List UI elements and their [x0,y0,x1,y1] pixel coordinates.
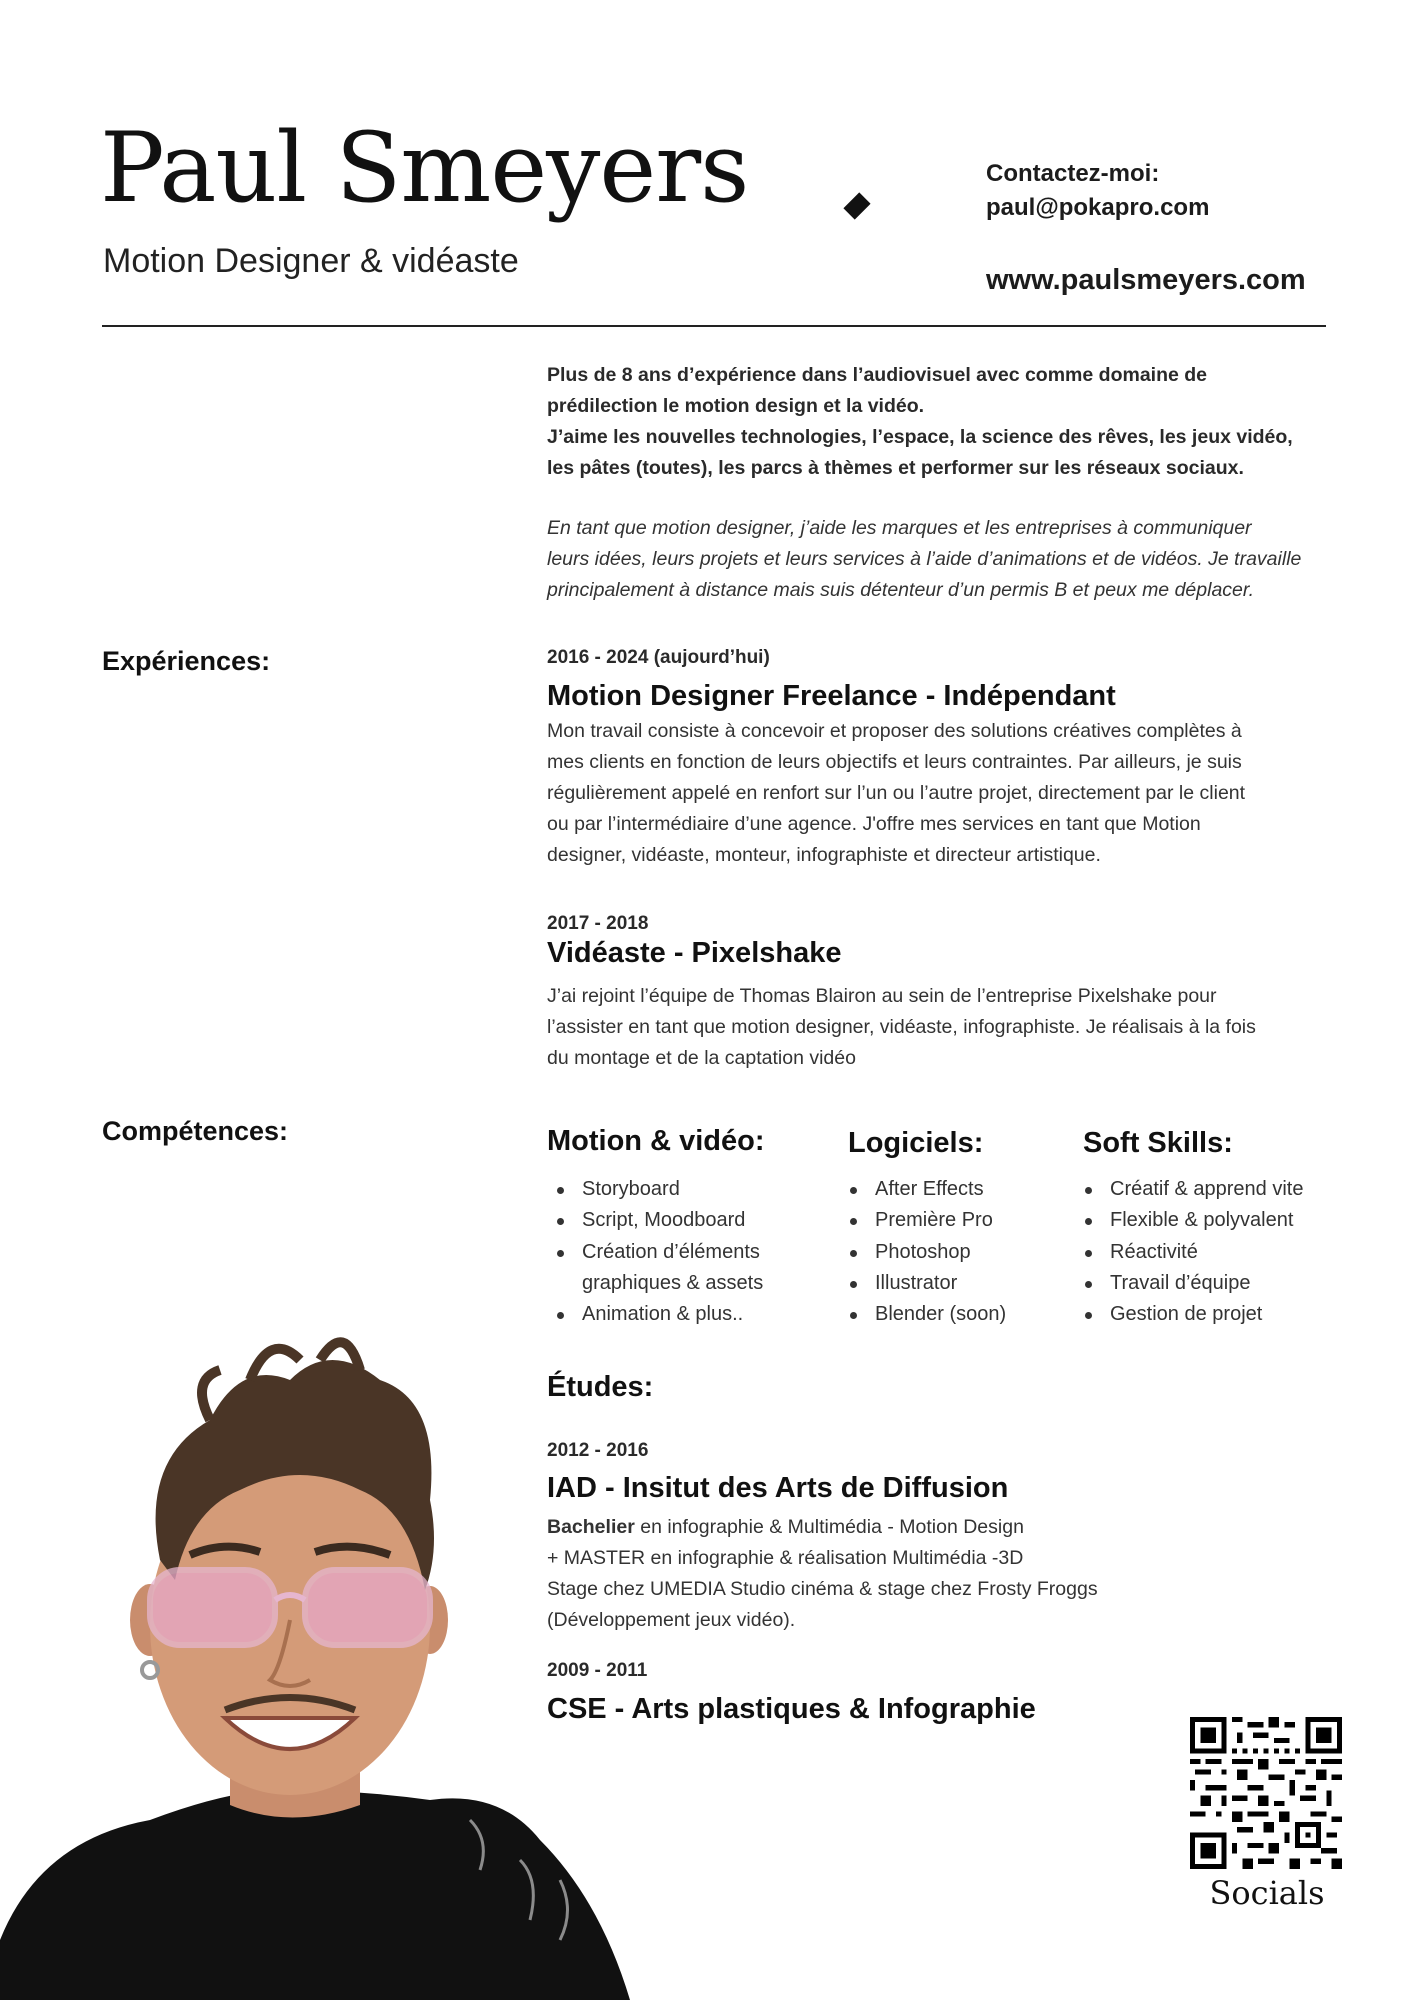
study-title: IAD - Insitut des Arts de Diffusion [547,1472,1009,1504]
description-line: l’assister en tant que motion designer, vidéaste, infographiste. Je réalisais à la fois [547,1016,1256,1038]
description-line [547,1512,1337,1543]
header-divider [102,325,1326,327]
skills-list [840,1174,1060,1330]
website-link[interactable]: www.paulsmeyers.com [986,264,1306,296]
list-item: Storyboard [547,1174,797,1205]
experience-description [547,981,1337,1074]
intro-line: leurs idées, leurs projets et leurs services à l’aide d’animations et de vidéos. Je travaille [547,548,1302,570]
study-date: 2012 - 2016 [547,1440,649,1461]
experience-title: Motion Designer Freelance - Indépendant [547,680,1116,712]
description-line: Mon travail consiste à concevoir et proposer des solutions créatives complètes à [547,720,1242,742]
study-title: CSE - Arts plastiques & Infographie [547,1693,1036,1725]
list-item: After Effects [840,1174,1060,1205]
description-line: du montage et de la captation vidéo [547,1047,856,1069]
experiences-label: Expériences: [102,646,271,676]
intro-line: les pâtes (toutes), les parcs à thèmes et performer sur les réseaux sociaux. [547,457,1244,479]
degree-detail: en infographie & Multimédia - Motion Design [634,1516,1024,1538]
experience-description [547,716,1337,871]
list-item: Première Pro [840,1205,1060,1236]
experience-title: Vidéaste - Pixelshake [547,937,842,969]
job-subtitle: Motion Designer & vidéaste [103,242,519,280]
intro-line: principalement à distance mais suis détenteur d’un permis B et peux me déplacer. [547,579,1255,601]
list-item: Script, Moodboard [547,1205,797,1236]
study-description [547,1512,1337,1636]
description-line: (Développement jeux vidéo). [547,1609,796,1631]
skills-list [547,1174,797,1330]
description-line: + MASTER en infographie & réalisation Multimédia -3D [547,1547,1024,1569]
description-line: régulièrement appelé en renfort sur l’un ou l’autre projet, directement par le client [547,782,1246,804]
contact-email[interactable]: paul@pokapro.com [986,194,1210,221]
description-line: designer, vidéaste, monteur, infographiste et directeur artistique. [547,844,1101,866]
experience-date: 2017 - 2018 [547,913,649,934]
intro-line: En tant que motion designer, j’aide les marques et les entreprises à communiquer [547,517,1252,539]
list-item: Réactivité [1075,1237,1375,1268]
study-date: 2009 - 2011 [547,1660,648,1681]
list-item: Illustrator [840,1268,1060,1299]
intro-line: prédilection le motion design et la vidéo. [547,395,925,417]
intro-line: J’aime les nouvelles technologies, l’espace, la science des rêves, les jeux vidéo, [547,426,1293,448]
list-item: Travail d’équipe [1075,1268,1375,1299]
skills-column-title: Motion & vidéo: [547,1125,765,1157]
list-item: Flexible & polyvalent [1075,1205,1375,1236]
intro-bold-text [547,360,1337,484]
etudes-label: Études: [547,1371,654,1403]
description-line: Stage chez UMEDIA Studio cinéma & stage chez Frosty Froggs [547,1578,1098,1600]
list-item: Blender (soon) [840,1299,1060,1330]
list-item: Animation & plus.. [547,1299,797,1330]
candidate-name: Paul Smeyers [100,112,749,224]
skills-list [1075,1174,1375,1330]
degree-label: Bachelier [547,1516,635,1538]
description-line: ou par l’intermédiaire d’une agence. J'offre mes services en tant que Motion [547,813,1201,835]
intro-italic-text [547,513,1337,606]
contact-label: Contactez-moi: [986,160,1160,187]
portrait-photo [0,1320,650,2000]
intro-line: Plus de 8 ans d’expérience dans l’audiovisuel avec comme domaine de [547,364,1208,386]
description-line: J’ai rejoint l’équipe de Thomas Blairon au sein de l’entreprise Pixelshake pour [547,985,1217,1007]
qr-caption: Socials [1209,1874,1325,1912]
competences-label: Compétences: [102,1116,289,1146]
list-item: Photoshop [840,1237,1060,1268]
list-item: Gestion de projet [1075,1299,1375,1330]
diamond-icon [843,192,870,219]
list-item: Création d’éléments graphiques & assets [547,1237,797,1300]
experience-date: 2016 - 2024 (aujourd’hui) [547,647,770,668]
description-line: mes clients en fonction de leurs objectifs et leurs contraintes. Par ailleurs, je suis [547,751,1242,773]
list-item: Créatif & apprend vite [1075,1174,1375,1205]
qr-code-icon[interactable] [1190,1717,1342,1869]
skills-column-title: Logiciels: [848,1127,984,1159]
skills-column-title: Soft Skills: [1083,1127,1233,1159]
